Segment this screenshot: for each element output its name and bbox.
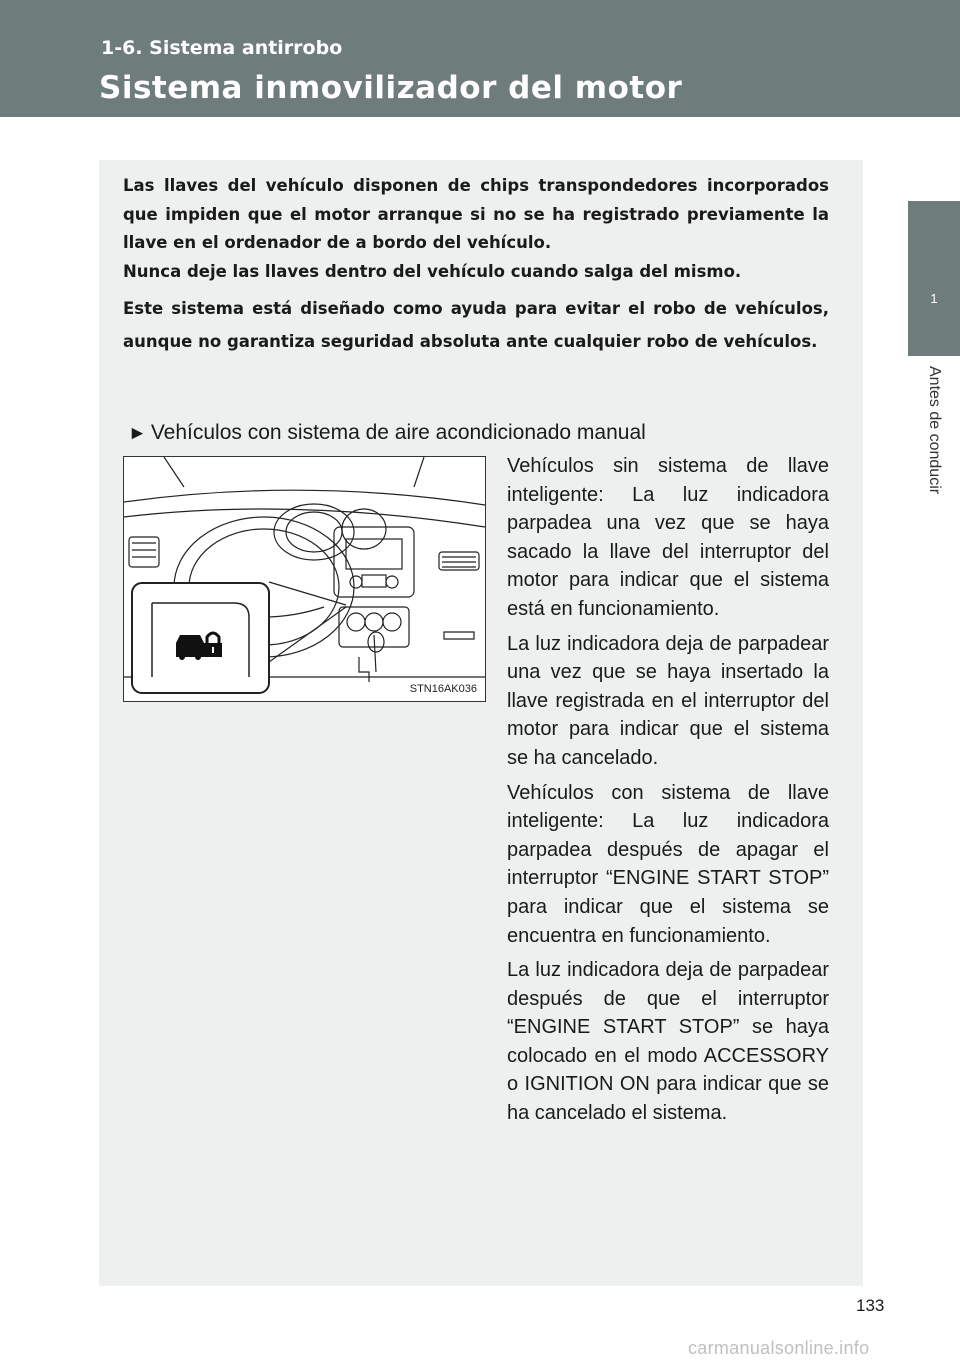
chapter-tab <box>908 201 960 356</box>
body-paragraph-3: Vehículos con sistema de llave inteligente: La luz indicadora parpadea después de apagar el interruptor “ENGINE START STOP” para indicar que el sistema se encuentra en funcionamiento. <box>507 781 829 947</box>
dashboard-drawing <box>124 457 485 701</box>
intro-paragraph-1: Las llaves del vehículo disponen de chips transpondedores incorporados que impiden que el motor arranque si no se ha registrado previamente la llave en el ordenador de a bordo del vehículo. <box>123 176 829 252</box>
intro-paragraph-3: Este sistema está diseñado como ayuda para evitar el robo de vehículos, aunque no garantiza seguridad absoluta ante cualquier robo de vehículos. <box>123 299 829 351</box>
chapter-title-vertical <box>910 366 960 546</box>
intro-text <box>123 172 829 358</box>
page-number: 133 <box>856 1296 885 1315</box>
chapter-number: 1 <box>930 291 938 306</box>
bullet-heading-text: Vehículos con sistema de aire acondicionado manual <box>150 421 646 444</box>
body-paragraph-4: La luz indicadora deja de parpadear después de que el interruptor “ENGINE START STOP” se haya colocado en el modo ACCESSORY o IGNITION ON para indicar que se ha cancelado el sistema. <box>507 959 829 1125</box>
body-paragraph-2: La luz indicadora deja de parpadear una vez que se haya insertado la llave registrada en el interruptor del motor para indicar que el sistema se ha cancelado. <box>507 632 829 769</box>
body-text <box>507 452 829 1134</box>
body-paragraph-1: Vehículos sin sistema de llave inteligente: La luz indicadora parpadea una vez que se haya sacado la llave del interruptor del motor para indicar que el sistema está en funcionamiento. <box>507 455 829 620</box>
dashboard-illustration <box>123 456 486 702</box>
figure-code: STN16AK036 <box>409 683 477 695</box>
watermark-link[interactable]: carmanualsonline.info <box>688 1338 870 1358</box>
side-tab-spacer <box>908 117 960 201</box>
page-title: Sistema inmovilizador del motor <box>99 70 683 106</box>
chapter-title: Antes de conducir <box>926 366 943 495</box>
triangle-bullet-icon: ► <box>128 423 147 444</box>
intro-paragraph-2: Nunca deje las llaves dentro del vehículo cuando salga del mismo. <box>123 261 742 281</box>
page-header <box>0 0 960 117</box>
bullet-heading <box>128 421 646 445</box>
section-label: 1-6. Sistema antirrobo <box>101 37 343 59</box>
